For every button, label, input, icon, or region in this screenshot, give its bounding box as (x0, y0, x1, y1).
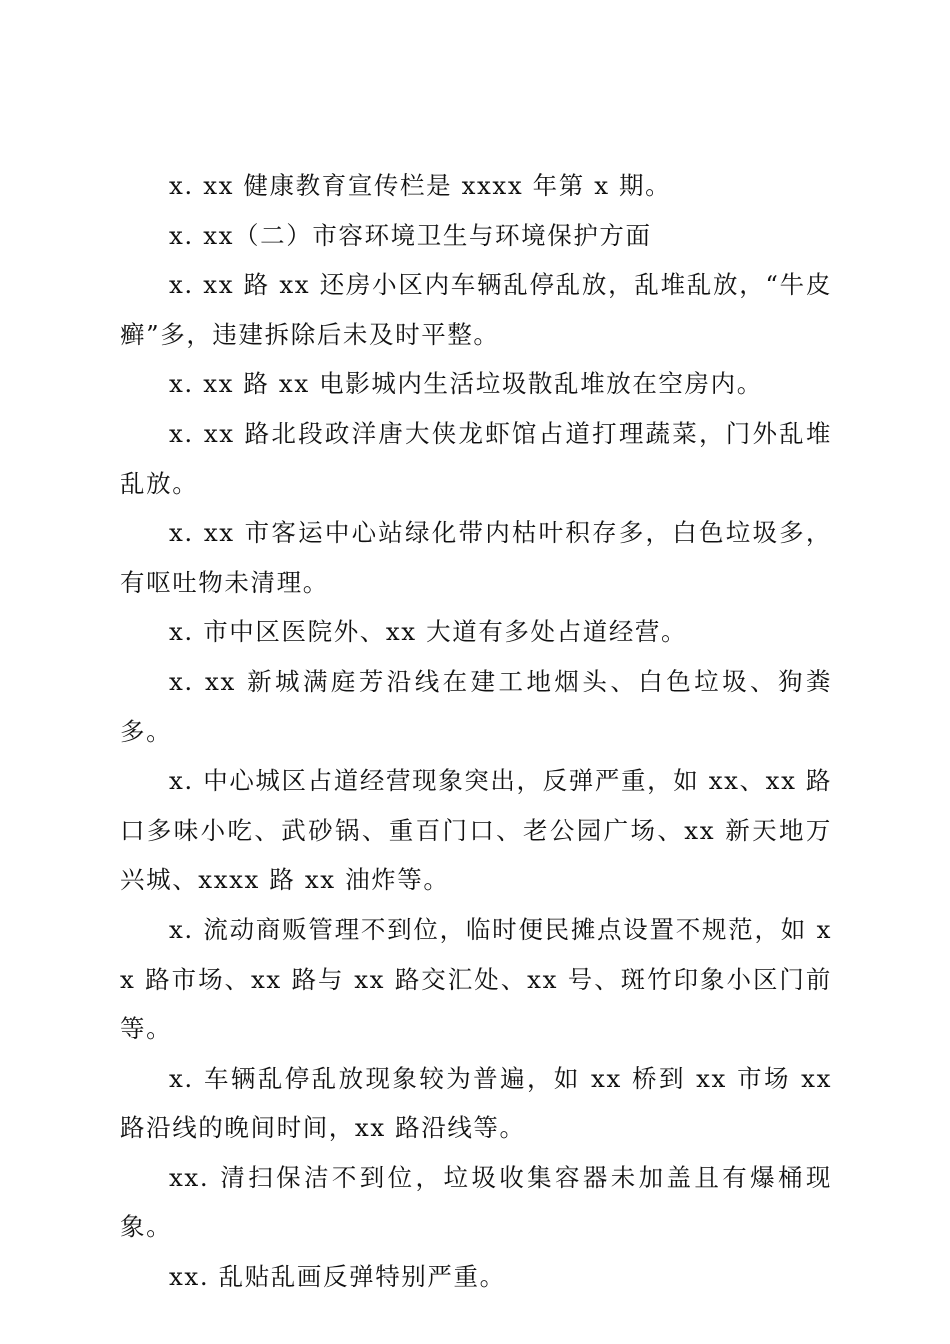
paragraph: x. 流动商贩管理不到位，临时便民摊点设置不规范，如 xx 路市场、xx 路与 xx 路交汇处、xx 号、斑竹印象小区门前等。 (120, 914, 832, 1044)
paragraph: x. xx 路北段政洋唐大侠龙虾馆占道打理蔬菜，门外乱堆乱放。 (120, 418, 832, 498)
paragraph: x. xx 路 xx 电影城内生活垃圾散乱堆放在空房内。 (169, 369, 763, 399)
paragraph: x. xx 健康教育宣传栏是 xxxx 年第 x 期。 (169, 171, 672, 200)
paragraph: x. xx 路 xx 还房小区内车辆乱停乱放，乱堆乱放，“牛皮癣”多，违建拆除后未及时平整。 (120, 270, 832, 349)
paragraph: x. 中心城区占道经营现象突出，反弹严重，如 xx、xx 路口多味小吃、武砂锅、重百门口、老公园广场、xx 新天地万兴城、xxxx 路 xx 油炸等。 (120, 766, 832, 895)
document-body (120, 161, 832, 1302)
paragraph: x. 市中区医院外、xx 大道有多处占道经营。 (169, 617, 688, 647)
paragraph: xx. 清扫保洁不到位，垃圾收集容器未加盖且有爆桶现象。 (120, 1162, 832, 1242)
paragraph: x. xx 新城满庭芳沿线在建工地烟头、白色垃圾、狗粪多。 (120, 666, 832, 746)
paragraph: x. xx 市客运中心站绿化带内枯叶积存多，白色垃圾多，有呕吐物未清理。 (120, 518, 832, 597)
paragraph: xx. 乱贴乱画反弹特别严重。 (169, 1262, 506, 1292)
paragraph: x. 车辆乱停乱放现象较为普遍，如 xx 桥到 xx 市场 xx 路沿线的晚间时间，xx 路沿线等。 (120, 1063, 832, 1143)
section-heading: x. xx（二）市容环境卫生与环境保护方面 (169, 220, 652, 250)
